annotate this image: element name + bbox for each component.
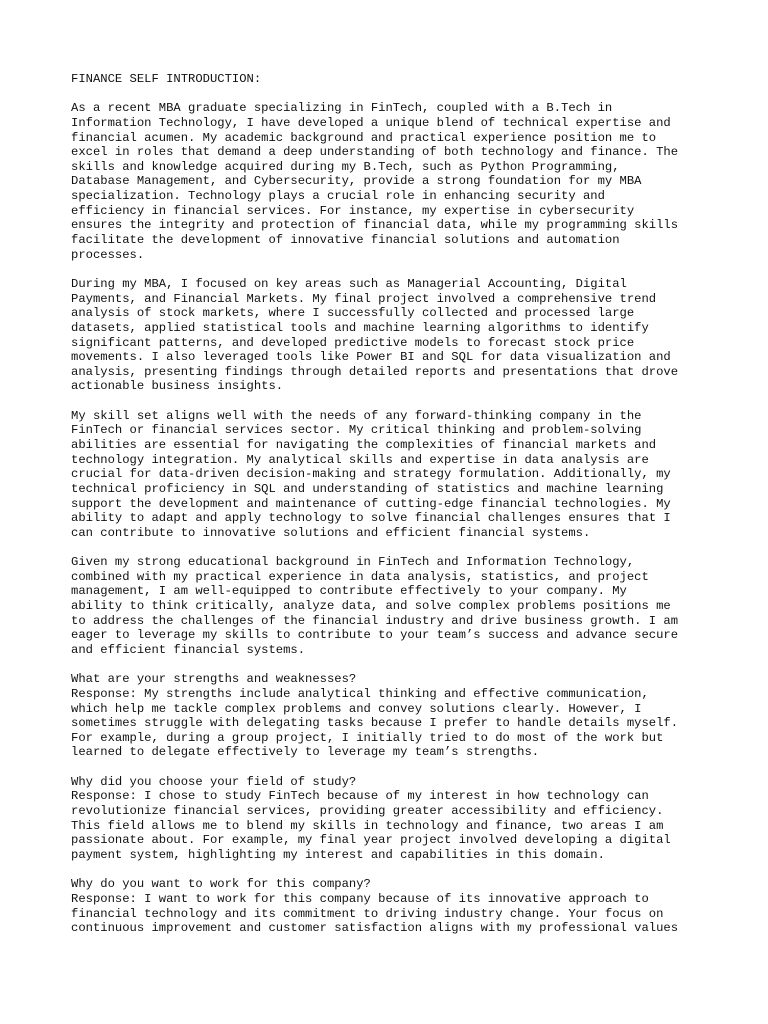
- paragraphs: [71, 101, 711, 936]
- text-line: revolutionize financial services, providing greater accessibility and efficiency.: [71, 804, 664, 819]
- paragraph: [71, 775, 711, 863]
- text-line: financial technology and its commitment to driving industry change. Your focus on: [71, 906, 664, 921]
- text-line: Response: My strengths include analytical thinking and effective communication,: [71, 686, 649, 701]
- paragraph: [71, 877, 711, 936]
- text-line: management, I am well-equipped to contribute effectively to your company. My: [71, 584, 627, 599]
- text-line: FinTech or financial services sector. My critical thinking and problem-solving: [71, 423, 642, 438]
- paragraph: [71, 672, 711, 760]
- text-line: My skill set aligns well with the needs of any forward-thinking company in the: [71, 408, 642, 423]
- text-line: facilitate the development of innovative financial solutions and automation: [71, 233, 620, 248]
- text-line: technology integration. My analytical skills and expertise in data analysis are: [71, 452, 649, 467]
- text-line: processes.: [71, 247, 145, 262]
- text-line: skills and knowledge acquired during my B.Tech, such as Python Programming,: [71, 159, 620, 174]
- text-line: technical proficiency in SQL and understanding of statistics and machine learning: [71, 481, 664, 496]
- text-line: learned to delegate effectively to leverage my team’s strengths.: [71, 745, 540, 760]
- paragraph-spacer: [71, 87, 711, 102]
- text-line: abilities are essential for navigating the complexities of financial markets and: [71, 438, 657, 453]
- paragraph: [71, 101, 711, 262]
- text-line: can contribute to innovative solutions and efficient financial systems.: [71, 525, 591, 540]
- text-line: which help me tackle complex problems and convey solutions clearly. However, I: [71, 701, 642, 716]
- document-title: FINANCE SELF INTRODUCTION:: [71, 72, 262, 86]
- paragraph-spacer: [71, 394, 711, 409]
- text-line: continuous improvement and customer satisfaction aligns with my professional values: [71, 921, 679, 936]
- text-line: significant patterns, and developed predictive models to forecast stock price: [71, 335, 635, 350]
- text-line: As a recent MBA graduate specializing in FinTech, coupled with a B.Tech in: [71, 101, 613, 116]
- text-line: analysis of stock markets, where I successfully collected and processed large: [71, 306, 635, 321]
- text-line: eager to leverage my skills to contribute to your team’s success and advance secure: [71, 628, 679, 643]
- paragraph: [71, 555, 711, 657]
- text-line: For example, during a group project, I initially tried to do most of the work but: [71, 730, 664, 745]
- text-line: Response: I chose to study FinTech because of my interest in how technology can: [71, 789, 649, 804]
- text-line: Response: I want to work for this company because of its innovative approach to: [71, 891, 649, 906]
- text-line: During my MBA, I focused on key areas such as Managerial Accounting, Digital: [71, 276, 627, 291]
- text-line: datasets, applied statistical tools and machine learning algorithms to identify: [71, 320, 649, 335]
- text-line: Database Management, and Cybersecurity, provide a strong foundation for my MBA: [71, 174, 642, 189]
- paragraph-spacer: [71, 541, 711, 556]
- text-line: Why did you choose your field of study?: [71, 774, 357, 789]
- text-line: ability to think critically, analyze data, and solve complex problems positions me: [71, 599, 671, 614]
- text-line: excel in roles that demand a deep understanding of both technology and finance. The: [71, 145, 679, 160]
- text-line: passionate about. For example, my final year project involved developing a digital: [71, 833, 671, 848]
- text-line: analysis, presenting findings through detailed reports and presentations that drove: [71, 364, 679, 379]
- text-line: Why do you want to work for this company?: [71, 877, 371, 892]
- text-line: efficiency in financial services. For instance, my expertise in cybersecurity: [71, 203, 635, 218]
- text-line: Given my strong educational background in FinTech and Information Technology,: [71, 555, 635, 570]
- text-line: and efficient financial systems.: [71, 642, 306, 657]
- text-line: This field allows me to blend my skills in technology and finance, two areas I am: [71, 818, 664, 833]
- text-line: specialization. Technology plays a crucial role in enhancing security and: [71, 189, 605, 204]
- text-line: ability to adapt and apply technology to solve financial challenges ensures that I: [71, 511, 671, 526]
- text-line: Payments, and Financial Markets. My final project involved a comprehensive trend: [71, 291, 657, 306]
- text-line: sometimes struggle with delegating tasks because I prefer to handle details myself.: [71, 716, 679, 731]
- paragraph: [71, 409, 711, 541]
- text-line: Information Technology, I have developed a unique blend of technical expertise and: [71, 115, 671, 130]
- text-line: ensures the integrity and protection of financial data, while my programming skills: [71, 218, 679, 233]
- document-body: [71, 72, 711, 936]
- text-line: support the development and maintenance of cutting-edge financial technologies. My: [71, 496, 671, 511]
- text-line: What are your strengths and weaknesses?: [71, 672, 357, 687]
- paragraph-spacer: [71, 760, 711, 775]
- text-line: actionable business insights.: [71, 379, 284, 394]
- text-line: combined with my practical experience in data analysis, statistics, and project: [71, 569, 649, 584]
- text-line: financial acumen. My academic background and practical experience position me to: [71, 130, 657, 145]
- text-line: crucial for data-driven decision-making and strategy formulation. Additionally, my: [71, 467, 671, 482]
- text-line: payment system, highlighting my interest and capabilities in this domain.: [71, 847, 605, 862]
- paragraph-spacer: [71, 863, 711, 878]
- text-line: to address the challenges of the financial industry and drive business growth. I am: [71, 613, 679, 628]
- text-line: movements. I also leveraged tools like Power BI and SQL for data visualization and: [71, 350, 671, 365]
- paragraph: [71, 277, 711, 394]
- paragraph-spacer: [71, 262, 711, 277]
- paragraph-spacer: [71, 658, 711, 673]
